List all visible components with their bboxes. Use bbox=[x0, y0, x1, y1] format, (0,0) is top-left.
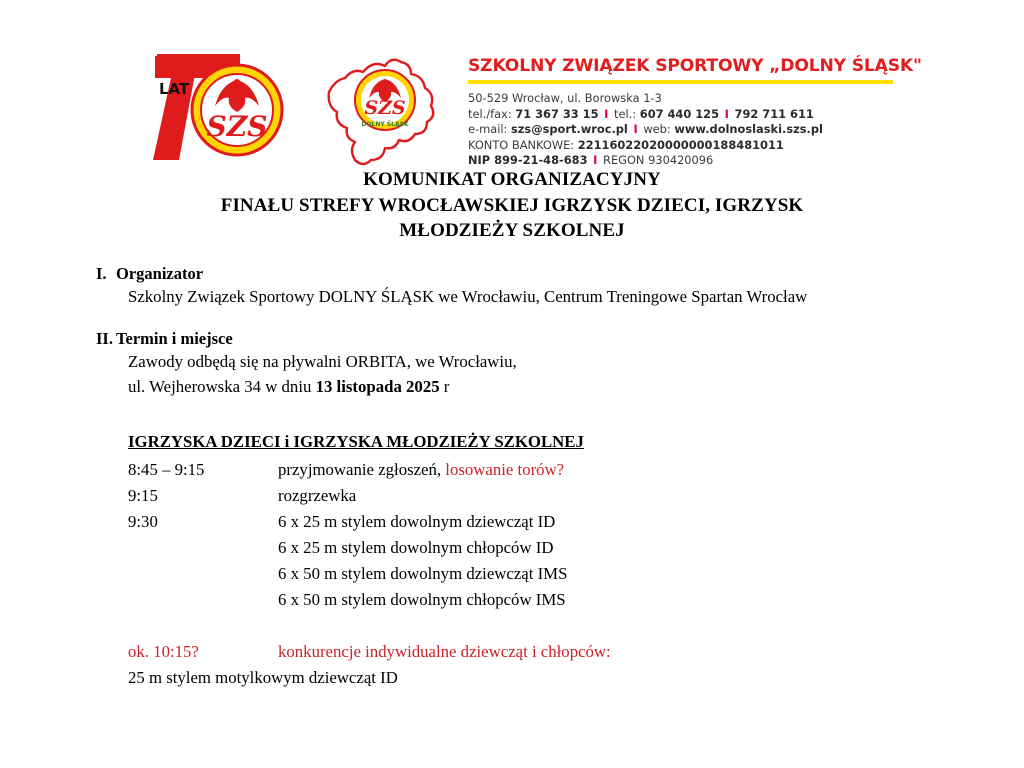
schedule-description-highlight: losowanie torów? bbox=[445, 459, 565, 479]
email-label: e-mail: bbox=[468, 122, 508, 137]
schedule-spacer bbox=[128, 613, 928, 639]
phone-fax-value: 71 367 33 15 bbox=[515, 106, 599, 121]
phone-value-1: 607 440 125 bbox=[639, 106, 720, 121]
schedule-time bbox=[128, 587, 278, 613]
schedule-row bbox=[128, 587, 928, 613]
section-organizator bbox=[96, 263, 928, 309]
schedule-time: 9:15 bbox=[128, 485, 158, 505]
schedule-row bbox=[128, 457, 928, 483]
schedule-title: IGRZYSKA DZIECI i IGRZYSKA MŁODZIEŻY SZKOLNEJ bbox=[128, 431, 584, 451]
bank-label: KONTO BANKOWE: bbox=[468, 137, 575, 152]
schedule-row bbox=[128, 561, 928, 587]
yellow-divider bbox=[468, 80, 893, 84]
schedule-time: 9:30 bbox=[128, 511, 158, 531]
organization-contact-block bbox=[468, 48, 1024, 169]
date-line-prefix: ul. Wejherowska 34 w dniu bbox=[128, 376, 316, 396]
date-line-suffix: r bbox=[439, 376, 450, 396]
schedule-description-text: przyjmowanie zgłoszeń, bbox=[278, 459, 446, 479]
section-heading-termin bbox=[96, 328, 928, 349]
schedule-description: rozgrzewka bbox=[278, 485, 357, 505]
schedule-block bbox=[96, 430, 928, 665]
nip-value: NIP 899-21-48-683 bbox=[468, 153, 588, 168]
section-numeral: II. bbox=[96, 328, 113, 348]
phone-fax-label: tel./fax: bbox=[468, 106, 512, 121]
title-line-2: FINAŁU STREFY WROCŁAWSKIEJ IGRZYSK DZIECI, IGRZYSK bbox=[220, 194, 804, 216]
separator-icon: I bbox=[633, 122, 638, 137]
schedule-description: 6 x 25 m stylem dowolnym chłopców ID bbox=[278, 537, 554, 557]
venue-line: Zawody odbędą się na pływalni ORBITA, we Wrocławiu, bbox=[128, 351, 517, 371]
title-line-1: KOMUNIKAT ORGANIZACYJNY bbox=[363, 169, 661, 190]
section-heading-organizator bbox=[96, 263, 928, 284]
section-numeral: I. bbox=[96, 263, 107, 283]
schedule-row bbox=[128, 483, 928, 509]
schedule-rows bbox=[128, 457, 928, 613]
schedule-time: ok. 10:15? bbox=[128, 641, 199, 661]
section-heading-label: Termin i miejsce bbox=[116, 328, 233, 348]
event-date: 13 listopada 2025 bbox=[315, 376, 440, 396]
schedule-description: 6 x 25 m stylem dowolnym dziewcząt ID bbox=[278, 511, 556, 531]
schedule-tail-line: 25 m stylem motylkowym dziewcząt ID bbox=[128, 667, 398, 687]
email-value[interactable]: szs@sport.wroc.pl bbox=[511, 122, 628, 137]
date-line bbox=[128, 374, 928, 399]
schedule-time bbox=[128, 535, 278, 561]
document-title bbox=[162, 167, 862, 244]
organization-name: SZKOLNY ZWIĄZEK SPORTOWY „DOLNY ŚLĄSK" bbox=[468, 56, 922, 76]
regon-value: REGON 930420096 bbox=[603, 153, 714, 168]
svg-text:SZS: SZS bbox=[364, 97, 406, 119]
schedule-time: 8:45 – 9:15 bbox=[128, 459, 205, 479]
schedule-time bbox=[128, 561, 278, 587]
letterhead bbox=[0, 0, 1024, 168]
szs-dolny-slask-region-logo bbox=[313, 48, 443, 166]
separator-icon: I bbox=[724, 106, 729, 121]
svg-text:DOLNY ŚLĄSK: DOLNY ŚLĄSK bbox=[361, 121, 409, 128]
email-web-line bbox=[468, 122, 1024, 138]
separator-icon: I bbox=[593, 153, 598, 168]
title-line-3: MŁODZIEŻY SZKOLNEJ bbox=[399, 220, 625, 241]
web-value[interactable]: www.dolnoslaski.szs.pl bbox=[674, 122, 823, 137]
section-body-termin bbox=[96, 349, 928, 399]
section-heading-label: Organizator bbox=[116, 263, 204, 283]
schedule-description bbox=[278, 457, 928, 483]
section-body-organizator: Szkolny Związek Sportowy DOLNY ŚLĄSK we Wrocławiu, Centrum Treningowe Spartan Wrocław bbox=[128, 286, 808, 306]
schedule-description: konkurencje indywidualne dziewcząt i chłopców: bbox=[278, 641, 611, 661]
schedule-row bbox=[128, 535, 928, 561]
document-body bbox=[0, 263, 1024, 691]
phone-value-2: 792 711 611 bbox=[734, 106, 814, 121]
bank-account-line bbox=[468, 138, 1024, 154]
schedule-description: 6 x 50 m stylem dowolnym chłopców IMS bbox=[278, 589, 566, 609]
separator-icon: I bbox=[604, 106, 609, 121]
phone-label: tel.: bbox=[614, 106, 637, 121]
schedule-row bbox=[128, 509, 928, 535]
schedule-row-individual-events bbox=[128, 639, 928, 665]
svg-text:LAT: LAT bbox=[159, 80, 190, 98]
phone-line bbox=[468, 107, 1024, 123]
bank-account-number: 22116022020000000188481011 bbox=[577, 137, 784, 152]
address-line: 50-529 Wrocław, ul. Borowska 1-3 bbox=[468, 91, 662, 105]
section-termin-i-miejsce bbox=[96, 328, 928, 399]
svg-text:SZS: SZS bbox=[206, 110, 268, 143]
70-lat-szs-logo bbox=[145, 48, 295, 168]
schedule-description: 6 x 50 m stylem dowolnym dziewcząt IMS bbox=[278, 563, 568, 583]
web-label: web: bbox=[643, 122, 671, 137]
